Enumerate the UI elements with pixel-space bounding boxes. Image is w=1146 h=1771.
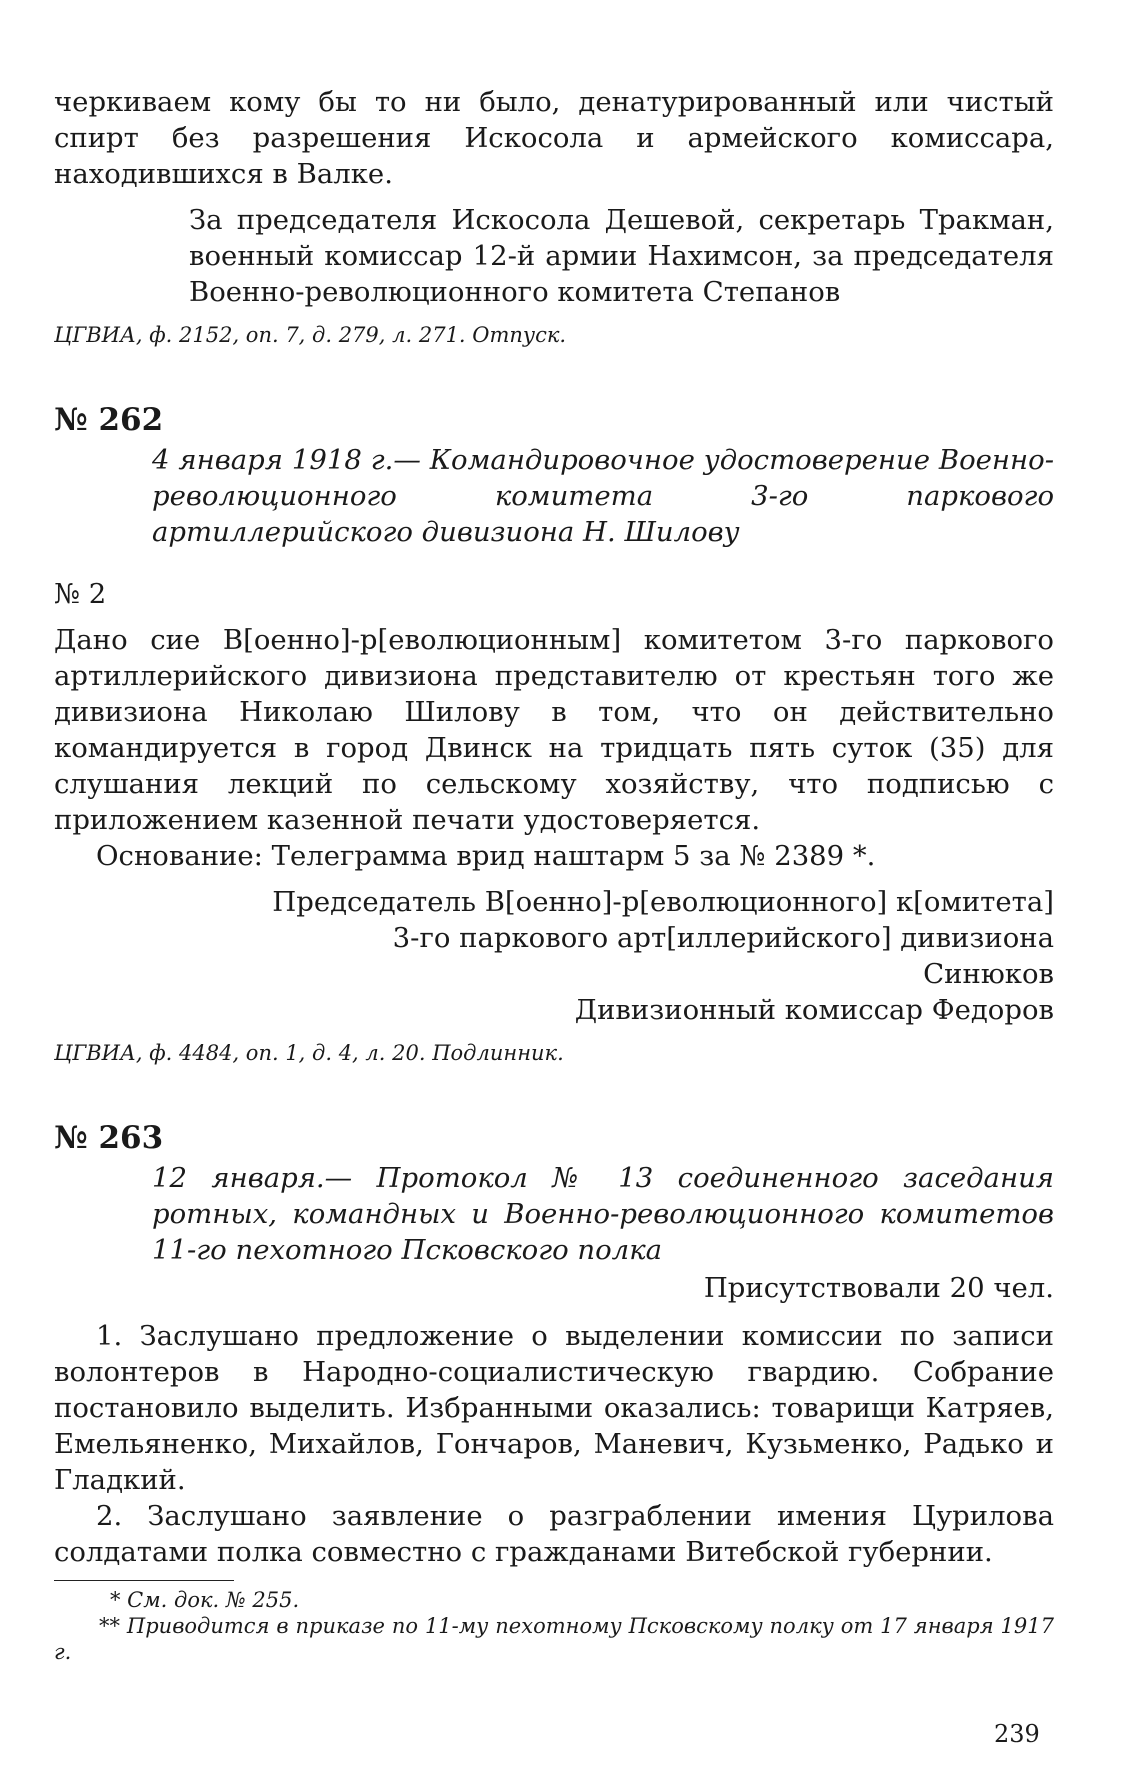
top-archive-source: ЦГВИА, ф. 2152, оп. 7, д. 279, л. 271. Отпуск. (54, 323, 567, 347)
doc-262-inner-number: № 2 (54, 578, 107, 610)
doc-263-number: № 263 (54, 1120, 164, 1156)
doc-262-title: 4 января 1918 г.— Командировочное удостоверение Военно-революционного комитета 3-го паркового артиллерийского дивизиона Н. Шилову (152, 444, 1054, 548)
document-page (54, 84, 1054, 1665)
footnote-separator (54, 1580, 234, 1581)
doc-263-item-1: 1. Заслушано предложение о выделении комиссии по записи волонтеров в Народно-социалистическую гвардию. Собрание постановило выделить. Избранными оказались: товарищи Катряев, Емельяненко, Михайлов, Гончаров, Маневич, Кузьменко, Радько и Гладкий. (54, 1320, 1054, 1496)
page-number: 239 (994, 1720, 1040, 1748)
doc-262-body: Дано сие В[оенно]-р[еволюционным] комитетом 3-го паркового артиллерийского дивизиона представителю от крестьян того же дивизиона Николаю Шилову в том, что он действительно командируется в город Двинск на тридцать пять суток (35) для слушания лекций по сельскому хозяйству, что подписью с приложением казенной печати удостоверяется. (54, 624, 1054, 836)
doc-262-signature-line-4: Дивизионный комиссар Федоров (574, 994, 1054, 1026)
doc-262-basis: Основание: Телеграмма врид наштарм 5 за № 2389 *. (96, 840, 876, 872)
doc-263-attendance: Присутствовали 20 чел. (703, 1272, 1054, 1304)
doc-263-item-2: 2. Заслушано заявление о разграблении имения Цурилова солдатами полка совместно с гражданами Витебской губернии. (54, 1500, 1054, 1568)
doc-262-archive-source: ЦГВИА, ф. 4484, оп. 1, д. 4, л. 20. Подлинник. (54, 1041, 564, 1065)
footnote-2: ** Приводится в приказе по 11-му пехотному Псковскому полку от 17 января 1917 г. (54, 1614, 1054, 1664)
doc-263-title: 12 января.— Протокол № 13 соединенного заседания ротных, командных и Военно-революционного комитетов 11-го пехотного Псковского полка (152, 1162, 1054, 1266)
top-continuation-paragraph: черкиваем кому бы то ни было, денатурированный или чистый спирт без разрешения Искосола и армейского комиссара, находившихся в Валке. (54, 86, 1054, 190)
doc-262-signature-line-1: Председатель В[оенно]-р[еволюционного] к[омитета] (272, 886, 1054, 918)
footnote-1: * См. док. № 255. (110, 1588, 300, 1612)
doc-262-number: № 262 (54, 402, 164, 438)
doc-262-signature-line-2: 3-го паркового арт[иллерийского] дивизиона (392, 922, 1054, 954)
top-signature: За председателя Искосола Дешевой, секретарь Тракман, военный комиссар 12-й армии Нахимсон, за председателя Военно-революционного комитета Степанов (189, 204, 1054, 308)
doc-262-signature-line-3: Синюков (923, 958, 1054, 990)
